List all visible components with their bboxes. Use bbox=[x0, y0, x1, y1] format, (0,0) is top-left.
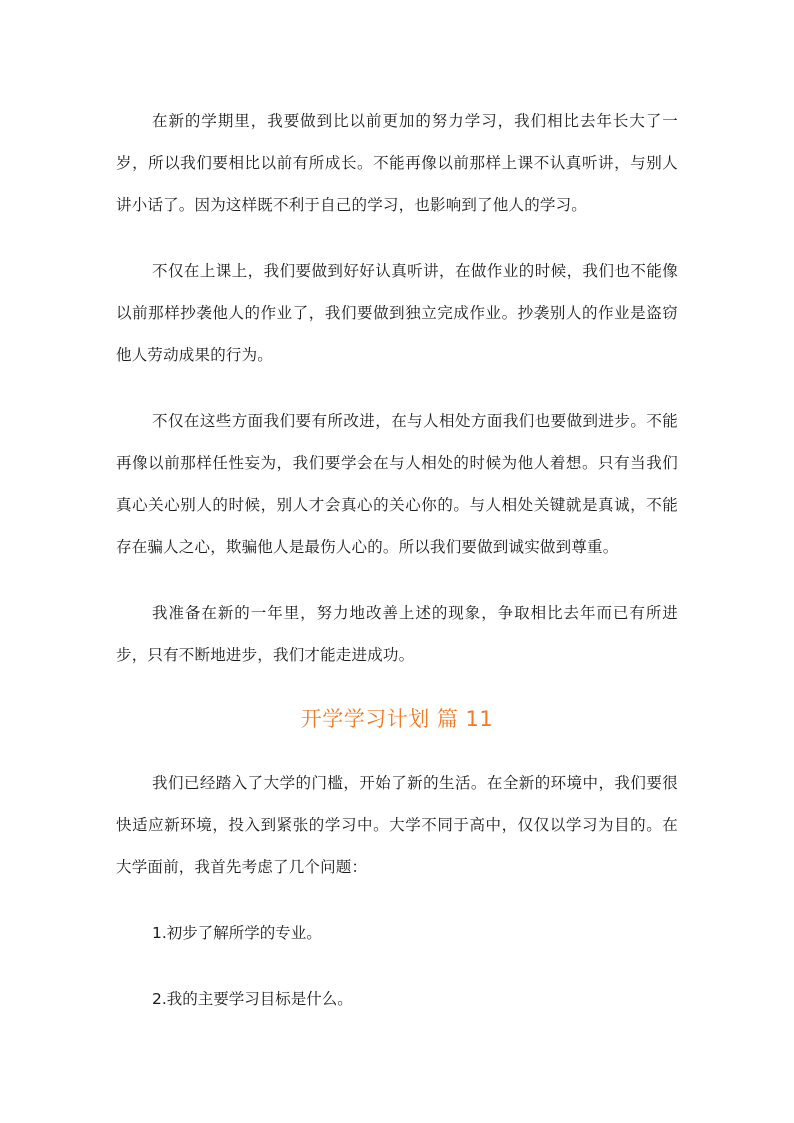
section-heading: 开学学习计划 篇 11 bbox=[300, 707, 494, 731]
list-item: 1.初步了解所学的专业。 bbox=[152, 924, 322, 942]
paragraph-gap bbox=[116, 226, 678, 250]
paragraph-gap bbox=[116, 740, 678, 762]
paragraph-4: 我准备在新的一年里，努力地改善上述的现象，争取相比去年而已有所进步，只有不断地进步，我们才能走进成功。 bbox=[116, 604, 678, 664]
paragraph-gap bbox=[116, 888, 678, 912]
paragraph-2: 不仅在上课上，我们要做到好好认真听讲，在做作业的时候，我们也不能像以前那样抄袭他人的作业了，我们要做到独立完成作业。抄袭别人的作业是盗窃他人劳动成果的行为。 bbox=[116, 262, 678, 364]
paragraph-gap bbox=[116, 376, 678, 400]
paragraph-gap bbox=[116, 954, 678, 978]
intro-paragraph: 我们已经踏入了大学的门槛，开始了新的生活。在全新的环境中，我们要很快适应新环境，投入到紧张的学习中。大学不同于高中，仅仅以学习为目的。在大学面前，我首先考虑了几个问题： bbox=[116, 774, 678, 876]
list-item: 2.我的主要学习目标是什么。 bbox=[152, 990, 353, 1008]
paragraph-1: 在新的学期里，我要做到比以前更加的努力学习，我们相比去年长大了一岁，所以我们要相比以前有所成长。不能再像以前那样上课不认真听讲，与别人讲小话了。因为这样既不利于自己的学习，也影响到了他人的学习。 bbox=[116, 112, 678, 214]
paragraph-gap bbox=[116, 676, 678, 698]
document-body bbox=[116, 100, 678, 1020]
paragraph-3: 不仅在这些方面我们要有所改进，在与人相处方面我们也要做到进步。不能再像以前那样任性妄为，我们要学会在与人相处的时候为他人着想。只有当我们真心关心别人的时候，别人才会真心的关心你的。与人相处关键就是真诚，不能存在骗人之心，欺骗他人是最伤人心的。所以我们要做到诚实做到尊重。 bbox=[116, 412, 678, 556]
paragraph-gap bbox=[116, 568, 678, 592]
